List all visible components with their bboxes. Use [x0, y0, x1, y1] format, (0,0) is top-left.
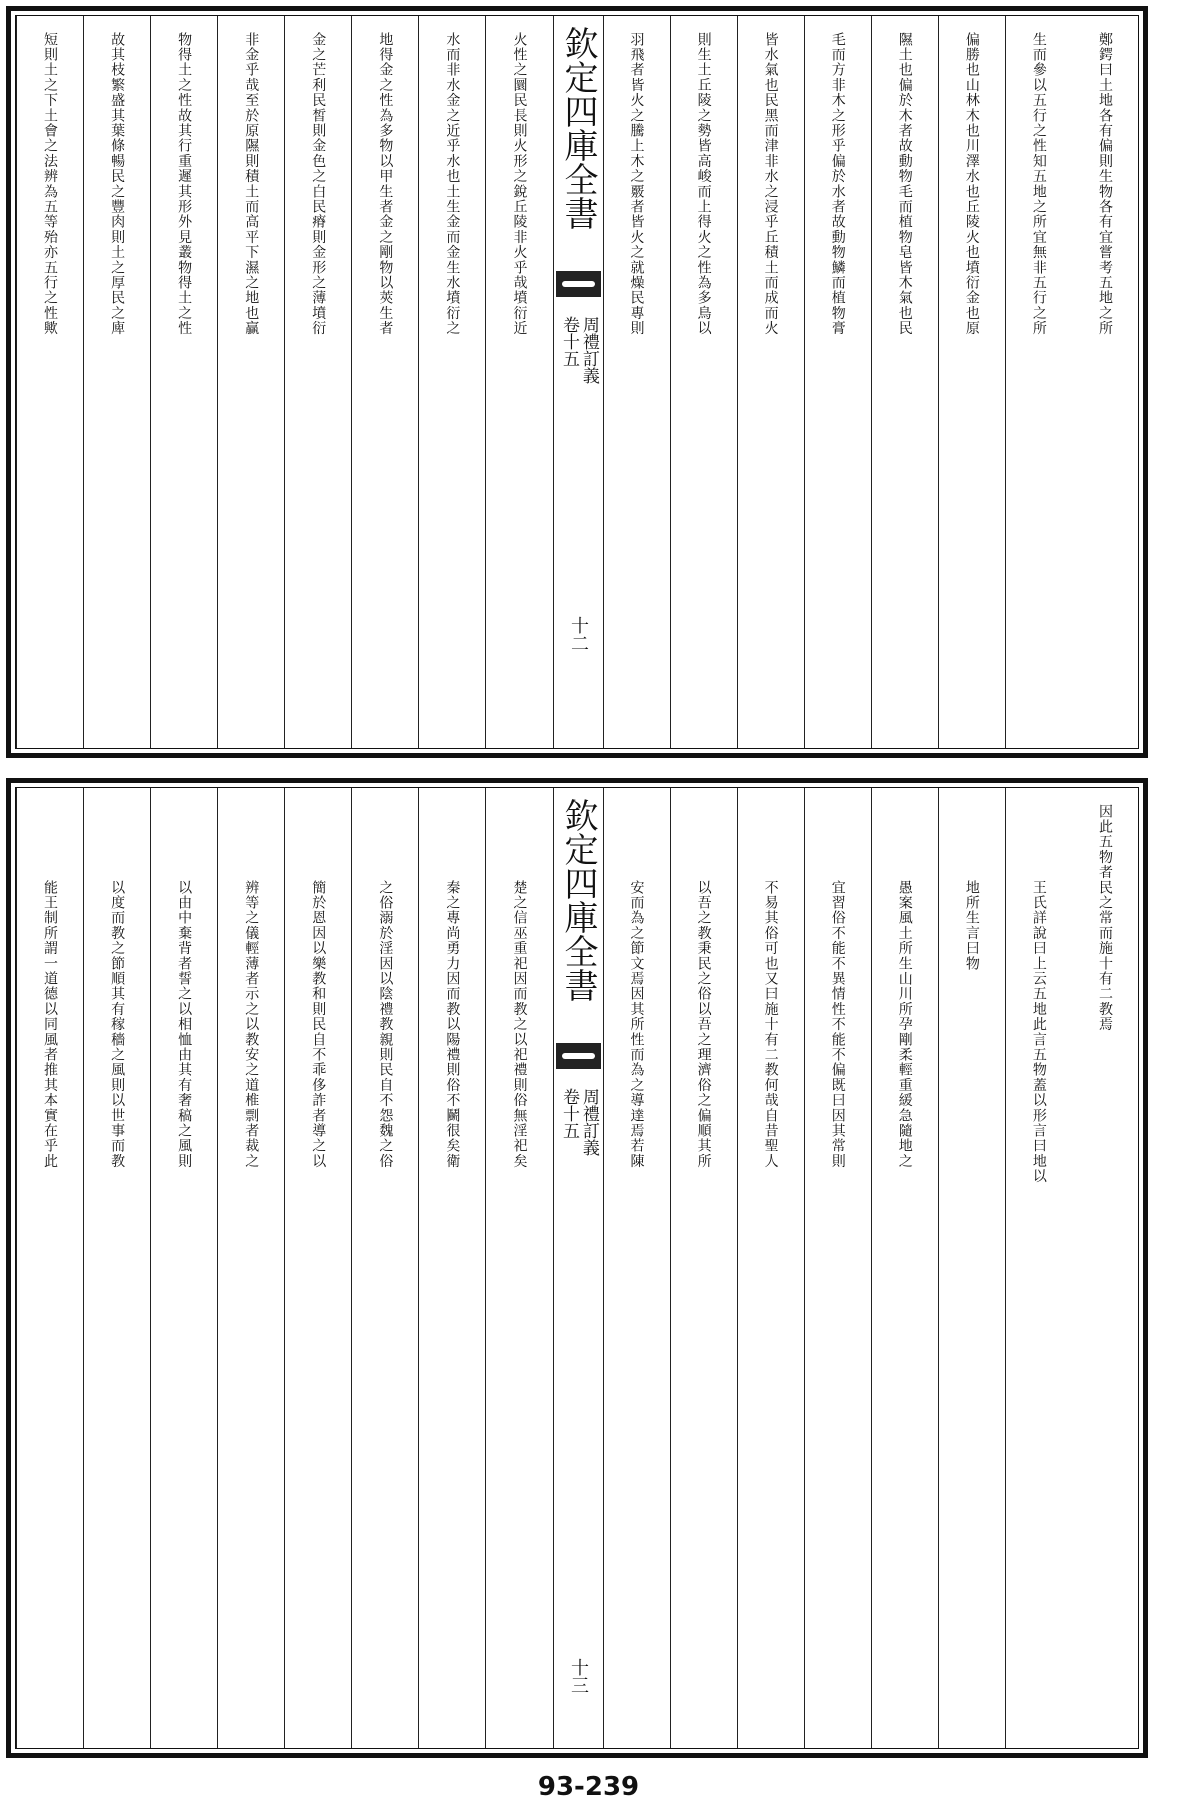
text-column: [603, 788, 670, 1748]
text-column: [737, 16, 804, 748]
column-text: 短則土之下土會之法辨為五等殆亦五行之性歟: [42, 32, 59, 336]
column-text: 毛而方非木之形乎偏於水者故動物鱗而植物膏: [829, 32, 846, 336]
column-text: 鄭鍔曰土地各有偏則生物各有宜嘗考五地之所: [1096, 32, 1113, 336]
text-column: [284, 788, 351, 1748]
column-text: 以吾之教秉民之俗以吾之理濟俗之偏順其所: [695, 880, 712, 1169]
text-column: [603, 16, 670, 748]
text-column: [83, 788, 150, 1748]
column-text: 皆水氣也民黑而津非水之浸乎丘積土而成而火: [762, 32, 779, 336]
fishtail-mark-icon: [556, 1043, 601, 1069]
column-text: 生而參以五行之性知五地之所宜無非五行之所: [1030, 32, 1047, 336]
leaf-number: 十三: [568, 1658, 589, 1694]
column-text: 羽飛者皆火之騰上木之覈者皆火之就燥民專則: [628, 32, 645, 336]
text-column: [670, 16, 737, 748]
column-text: 簡於恩因以樂教和則民自不乖侈詐者導之以: [310, 880, 327, 1169]
column-text: 故其枝繁盛其葉條暢民之豐肉則土之厚民之庳: [109, 32, 126, 336]
page-number-footer: 93-239: [537, 1772, 640, 1802]
text-column: [16, 16, 83, 748]
lower-page-frame: [15, 787, 1139, 1749]
text-column: [217, 16, 284, 748]
lower-page: [6, 778, 1148, 1758]
text-column: [871, 16, 938, 748]
text-column: [1005, 788, 1072, 1748]
column-text: 宜習俗不能不異情性不能不偏既曰因其常則: [829, 880, 846, 1169]
work-title: 周禮訂義: [578, 316, 599, 384]
text-column: [351, 16, 418, 748]
text-column: [804, 788, 871, 1748]
text-column: [284, 16, 351, 748]
text-column: [804, 16, 871, 748]
text-column: [737, 788, 804, 1748]
text-column: [83, 16, 150, 748]
column-text: 能王制所謂一道德以同風者推其本實在乎此: [42, 880, 59, 1169]
column-text: 以由中棄背者誓之以相恤由其有奢稿之風則: [176, 880, 193, 1169]
text-column: [1072, 788, 1138, 1748]
column-text: 火性之圜民長則火形之銳丘陵非火乎哉墳衍近: [511, 32, 528, 336]
text-column: [938, 788, 1005, 1748]
text-column: [938, 16, 1005, 748]
column-text: 以度而教之節順其有稼穡之風則以世事而教: [109, 880, 126, 1169]
column-text: 地所生言曰物: [963, 880, 980, 972]
text-column: [418, 788, 485, 1748]
text-column: [16, 788, 83, 1748]
text-column: [871, 788, 938, 1748]
fold-center-column: [553, 788, 603, 1748]
fold-center-column: [553, 16, 603, 748]
text-column: [670, 788, 737, 1748]
text-column: [351, 788, 418, 1748]
work-title: 周禮訂義: [578, 1088, 599, 1156]
column-text: 不易其俗可也又曰施十有二教何哉自昔聖人: [762, 880, 779, 1169]
text-column: [1072, 16, 1138, 748]
column-text: 地得金之性為多物以甲生者金之剛物以莢生者: [377, 32, 394, 336]
column-text: 偏勝也山林木也川澤水也丘陵火也墳衍金也原: [963, 32, 980, 336]
leaf-number: 十二: [568, 616, 589, 652]
column-text: 安而為之節文焉因其所性而為之導達焉若陳: [628, 880, 645, 1169]
column-text: 則生土丘陵之勢皆高峻而上得火之性為多鳥以: [695, 32, 712, 336]
volume-label: 卷十五: [559, 316, 579, 367]
column-text: 王氏詳說曰上云五地此言五物蓋以形言曰地以: [1030, 880, 1047, 1184]
column-text: 辨等之儀輕薄者示之以教安之道椎剽者裁之: [243, 880, 260, 1169]
column-text: 隰土也偏於木者故動物毛而植物皂皆木氣也民: [896, 32, 913, 336]
book-title: 欽定四庫全書: [558, 26, 598, 230]
book-title: 欽定四庫全書: [558, 798, 598, 1002]
text-column: [1005, 16, 1072, 748]
column-text: 水而非水金之近乎水也土生金而金生水墳衍之: [444, 32, 461, 336]
upper-page: [6, 6, 1148, 758]
text-column: [418, 16, 485, 748]
column-text: 之俗溺於淫因以陰禮教親則民自不怨魏之俗: [377, 880, 394, 1169]
work-title-block: [559, 1088, 597, 1156]
text-column: [150, 788, 217, 1748]
text-column: [485, 788, 552, 1748]
column-text: 楚之信巫重祀因而教之以祀禮則俗無淫祀矣: [511, 880, 528, 1169]
work-title-block: [559, 316, 597, 384]
column-text: 非金乎哉至於原隰則積土而高平下濕之地也贏: [243, 32, 260, 336]
column-text: 秦之專尚勇力因而教以陽禮則俗不鬭很矣衛: [444, 880, 461, 1169]
column-text: 物得土之性故其行重遲其形外見叢物得土之性: [176, 32, 193, 336]
column-text: 金之芒利民皙則金色之白民瘠則金形之薄墳衍: [310, 32, 327, 336]
column-text: 因此五物者民之常而施十有二教焉: [1096, 804, 1113, 1032]
fishtail-mark-icon: [556, 271, 601, 297]
text-column: [150, 16, 217, 748]
column-text: 愚案風土所生山川所孕剛柔輕重緩急隨地之: [896, 880, 913, 1169]
text-column: [217, 788, 284, 1748]
volume-label: 卷十五: [559, 1088, 579, 1139]
upper-page-frame: [15, 15, 1139, 749]
text-column: [485, 16, 552, 748]
